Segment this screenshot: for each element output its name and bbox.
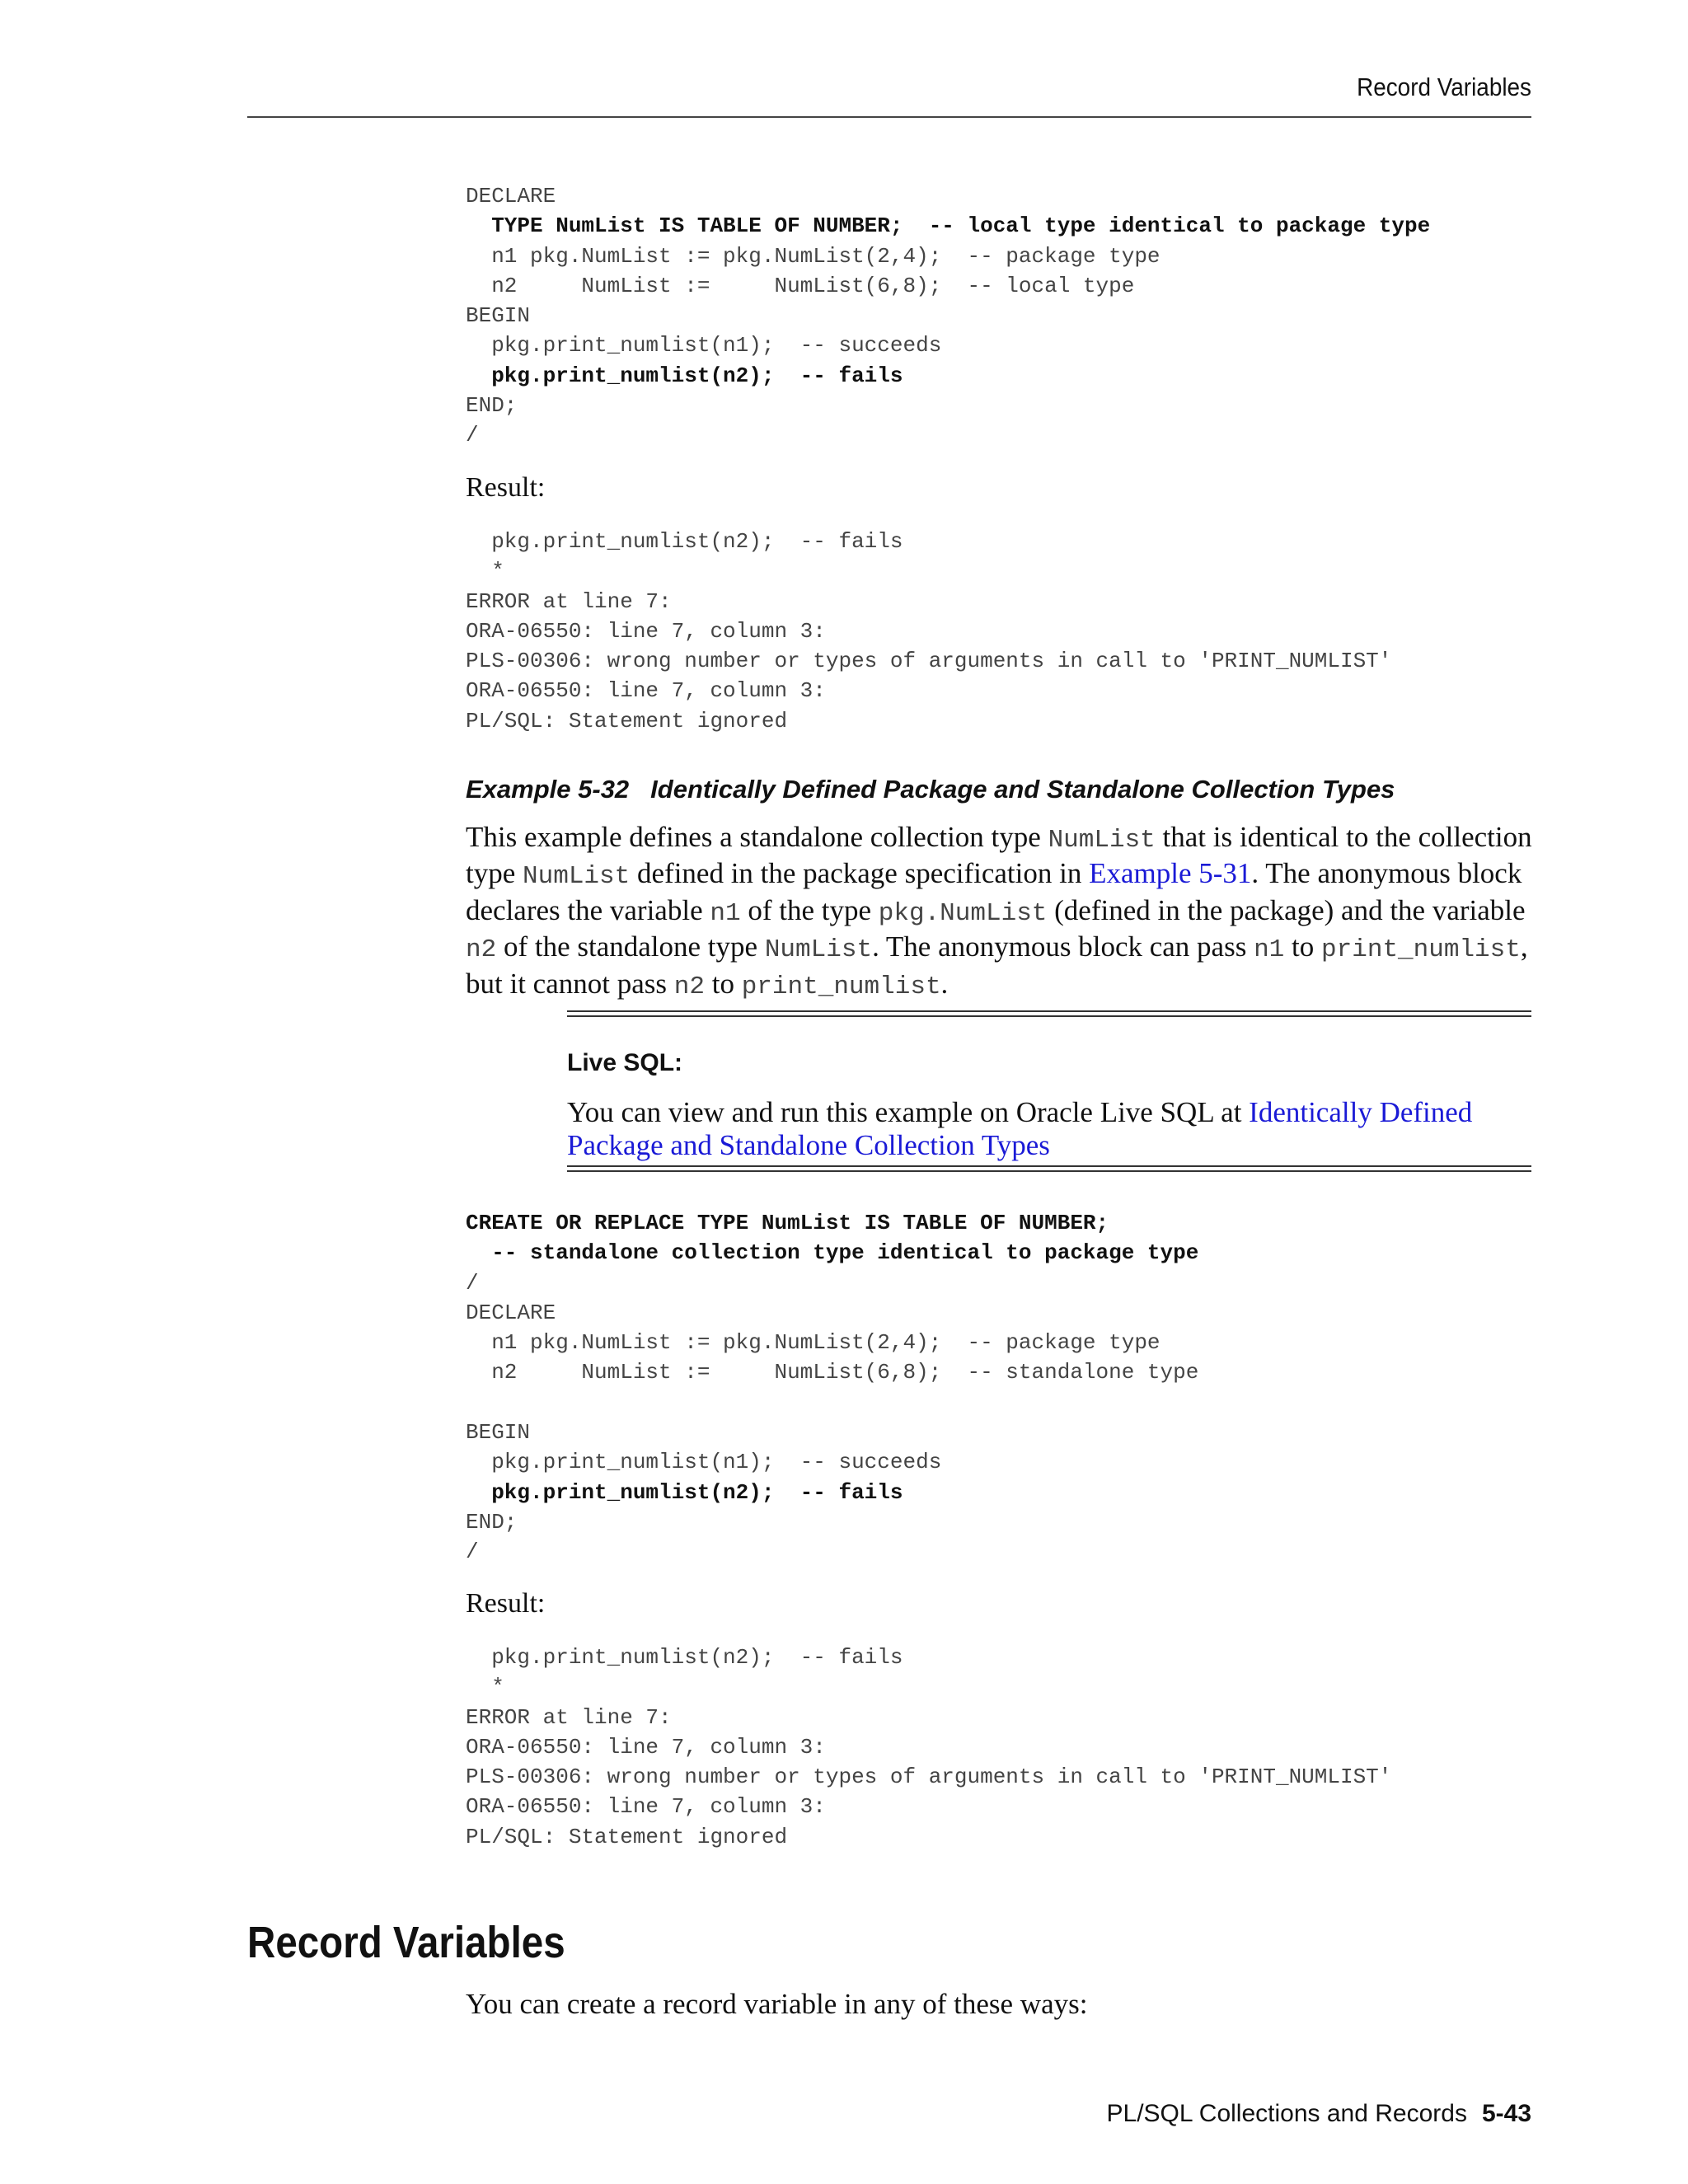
live-sql-link[interactable]: Identically Defined Package and Standalone Collection Types: [567, 1096, 1473, 1162]
text-run: to: [1284, 930, 1322, 963]
example-description: [466, 821, 1533, 1004]
code-line: ERROR at line 7:: [466, 1704, 672, 1730]
code-line: END;: [466, 1509, 518, 1535]
note-body: [567, 1096, 1531, 1163]
note-bottom-rule: [567, 1165, 1531, 1172]
code-line-text: pkg.print_numlist(n2); -- fails: [466, 1479, 903, 1505]
code-line: [466, 1238, 1198, 1268]
inline-code: NumList: [523, 862, 631, 892]
inline-code: print_numlist: [1321, 935, 1521, 965]
inline-code: n1: [1254, 935, 1285, 965]
code-line: ORA-06550: line 7, column 3:: [466, 618, 826, 644]
text-run: , but it cannot pass: [466, 930, 1528, 1000]
section-heading: Record Variables: [247, 1918, 565, 1967]
code-line: n1 pkg.NumList := pkg.NumList(2,4); -- package type: [466, 1330, 1160, 1356]
text-run: of the standalone type: [496, 930, 765, 963]
code-line: PL/SQL: Statement ignored: [466, 1824, 788, 1849]
code-line: [466, 361, 1430, 391]
code-line: END;: [466, 393, 518, 419]
code-line: pkg.print_numlist(n2); -- fails: [466, 1645, 903, 1670]
code-line-text: pkg.print_numlist(n2); -- fails: [466, 363, 903, 388]
note-top-rule: [567, 1010, 1531, 1017]
code-line: DECLARE: [466, 184, 556, 209]
code-line: *: [466, 1675, 504, 1700]
code-line: n2 NumList := NumList(6,8); -- local type: [466, 273, 1135, 298]
text-run: that is identical to the collection type: [466, 821, 1532, 890]
code-line: BEGIN: [466, 1420, 531, 1446]
example-caption: Identically Defined Package and Standalone Collection Types: [650, 775, 1395, 804]
note-text: You can view and run this example on Oracle Live SQL at: [567, 1096, 1250, 1128]
code-line: PL/SQL: Statement ignored: [466, 708, 788, 733]
note-title: Live SQL:: [567, 1049, 683, 1076]
code-line: n2 NumList := NumList(6,8); -- standalone type: [466, 1360, 1199, 1385]
result-output-block: [466, 1643, 1391, 1852]
code-line: ERROR at line 7:: [466, 588, 672, 614]
code-line: [466, 1478, 1198, 1507]
code-line: n1 pkg.NumList := pkg.NumList(2,4); -- package type: [466, 243, 1160, 269]
text-run: to: [704, 967, 742, 1000]
code-line: DECLARE: [466, 1300, 556, 1325]
code-block-standalone-type-example: [466, 1208, 1198, 1568]
inline-code: pkg.NumList: [878, 898, 1048, 928]
page-number: 5-43: [1481, 2100, 1531, 2127]
inline-code: NumList: [1048, 826, 1156, 855]
code-line: ORA-06550: line 7, column 3:: [466, 678, 826, 704]
code-line: [466, 211, 1430, 241]
text-run: . The anonymous block declares the variable: [466, 857, 1522, 926]
code-line: [466, 1208, 1198, 1238]
code-line: ORA-06550: line 7, column 3:: [466, 1794, 826, 1820]
result-label: Result:: [466, 1588, 546, 1619]
code-line: *: [466, 559, 504, 584]
text-run: .: [940, 967, 949, 1000]
code-line: /: [466, 1540, 479, 1565]
running-header: Record Variables: [1357, 73, 1531, 101]
text-run: defined in the package specification in: [630, 857, 1090, 890]
inline-code: NumList: [764, 935, 873, 965]
text-run: of the type: [740, 893, 879, 926]
code-line: [466, 1388, 1198, 1418]
code-line-text: -- standalone collection type identical to package type: [466, 1240, 1199, 1266]
footer-book-title: PL/SQL Collections and Records: [1106, 2100, 1467, 2127]
inline-code: print_numlist: [741, 972, 941, 1001]
code-line-text: TYPE NumList IS TABLE OF NUMBER; -- local type identical to package type: [466, 213, 1431, 239]
code-line: /: [466, 1270, 479, 1296]
code-line: pkg.print_numlist(n1); -- succeeds: [466, 1450, 942, 1475]
result-output-block: [466, 527, 1391, 736]
code-line: pkg.print_numlist(n2); -- fails: [466, 529, 903, 554]
example-5-31-link[interactable]: Example 5-31: [1089, 857, 1252, 890]
inline-code: n2: [466, 935, 497, 965]
header-rule: [247, 116, 1531, 118]
code-line-text: CREATE OR REPLACE TYPE NumList IS TABLE OF NUMBER;: [466, 1211, 1109, 1235]
code-line: pkg.print_numlist(n1); -- succeeds: [466, 333, 942, 359]
text-run: (defined in the package) and the variable: [1047, 893, 1526, 926]
example-number: Example 5-32: [466, 775, 630, 804]
page-footer: [989, 2100, 1531, 2128]
inline-code: n2: [673, 972, 705, 1001]
inline-code: n1: [710, 898, 741, 928]
code-line: BEGIN: [466, 303, 531, 329]
result-label: Result:: [466, 472, 546, 503]
code-line: ORA-06550: line 7, column 3:: [466, 1734, 826, 1760]
text-run: . The anonymous block can pass: [872, 930, 1254, 963]
code-line: /: [466, 423, 479, 448]
code-line: PLS-00306: wrong number or types of arguments in call to 'PRINT_NUMLIST': [466, 649, 1392, 674]
section-intro: You can create a record variable in any of these ways:: [466, 1988, 1088, 2020]
code-line: PLS-00306: wrong number or types of arguments in call to 'PRINT_NUMLIST': [466, 1765, 1392, 1790]
example-title: [466, 775, 1395, 804]
text-run: This example defines a standalone collection type: [466, 821, 1048, 853]
code-block-package-type-example: [466, 181, 1430, 451]
